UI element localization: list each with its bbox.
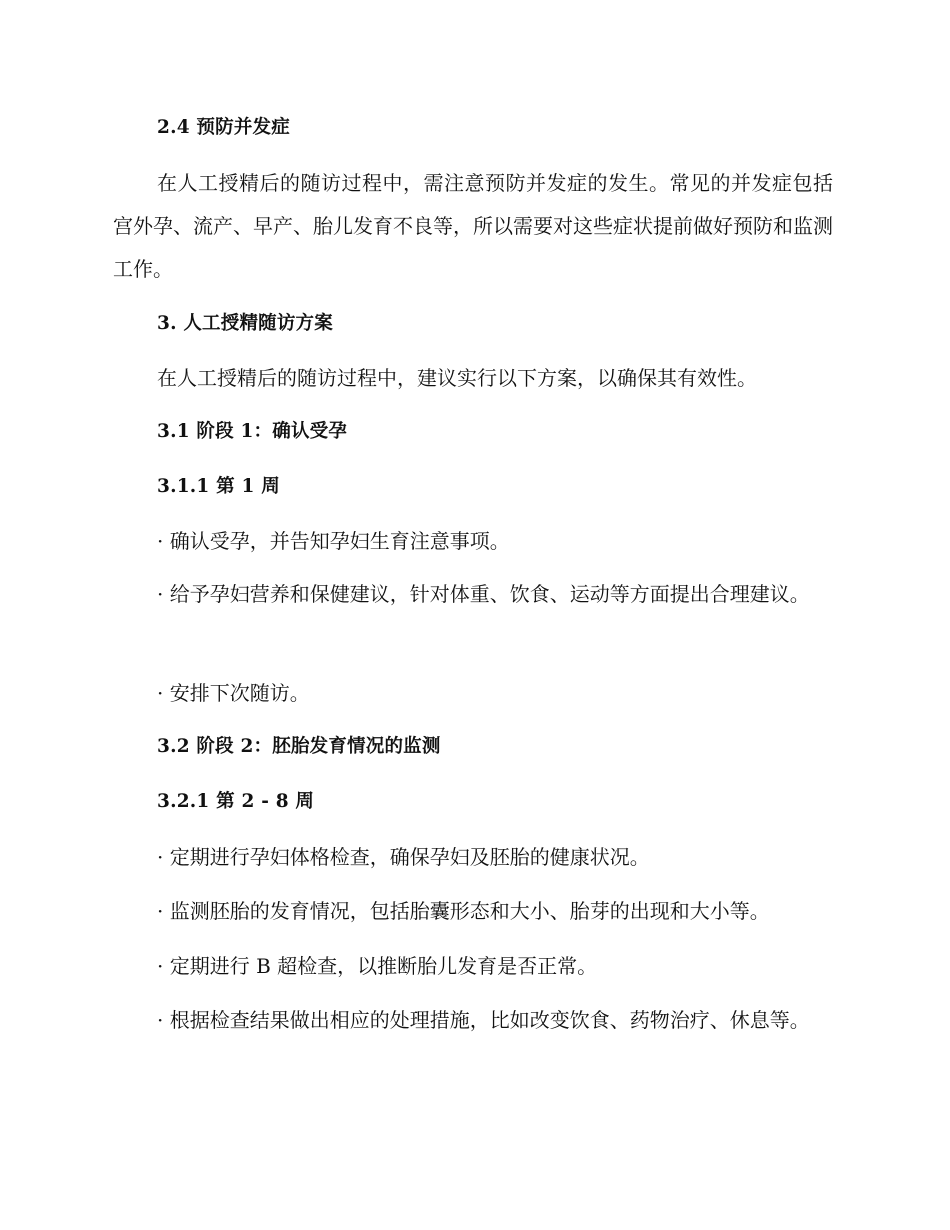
list-item-week2-8-monitoring: · 监测胚胎的发育情况，包括胎囊形态和大小、胎芽的出现和大小等。 — [157, 899, 770, 923]
list-item-week1-advice: · 给予孕妇营养和保健建议，针对体重、饮食、运动等方面提出合理建议。 — [157, 582, 810, 606]
section-heading-3-1-1: 3.1.1 第 1 周 — [157, 476, 280, 497]
list-item-week2-8-exam: · 定期进行孕妇体格检查，确保孕妇及胚胎的健康状况。 — [157, 845, 650, 869]
section-heading-3-2-1: 3.2.1 第 2 - 8 周 — [157, 791, 315, 812]
section-heading-3: 3. 人工授精随访方案 — [157, 313, 333, 334]
section-heading-2-4: 2.4 预防并发症 — [157, 117, 290, 138]
paragraph-follow-up-plan-intro: 在人工授精后的随访过程中，建议实行以下方案，以确保其有效性。 — [157, 366, 757, 390]
list-item-week1-schedule: · 安排下次随访。 — [157, 681, 310, 705]
section-heading-3-1: 3.1 阶段 1：确认受孕 — [157, 421, 348, 442]
paragraph-complication-prevention: 在人工授精后的随访过程中，需注意预防并发症的发生。常见的并发症包括宫外孕、流产、早产、胎儿发育不良等，所以需要对这些症状提前做好预防和监测工作。 — [113, 171, 833, 281]
section-heading-3-2: 3.2 阶段 2：胚胎发育情况的监测 — [157, 736, 441, 757]
list-item-week2-8-treatment: · 根据检查结果做出相应的处理措施，比如改变饮食、药物治疗、休息等。 — [157, 1008, 810, 1032]
list-item-week2-8-ultrasound: · 定期进行 B 超检查，以推断胎儿发育是否正常。 — [157, 954, 598, 978]
list-item-week1-confirm: · 确认受孕，并告知孕妇生育注意事项。 — [157, 529, 510, 553]
